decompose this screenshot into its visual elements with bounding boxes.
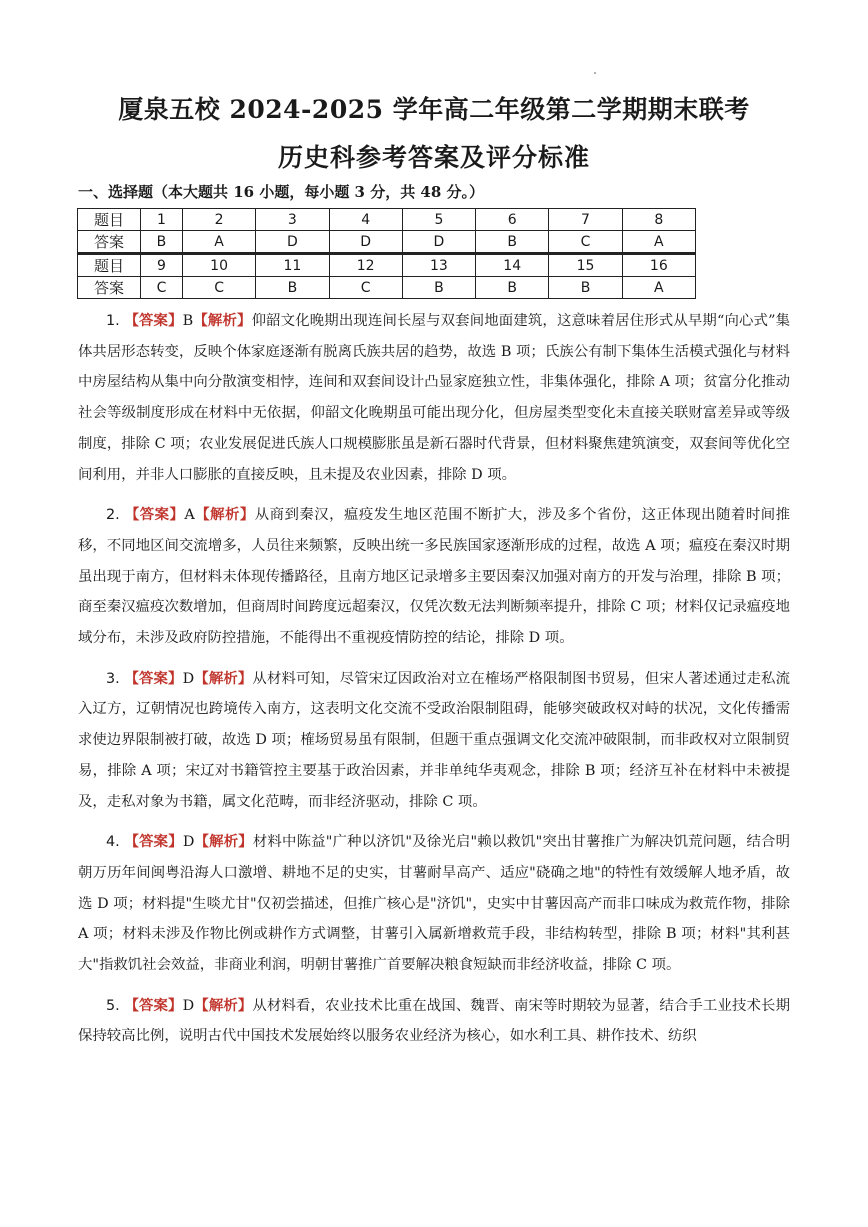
- answer-letter: D: [182, 834, 195, 851]
- table-cell: 12: [329, 254, 402, 277]
- answer-letter: A: [184, 507, 195, 524]
- table-cell: C: [549, 231, 622, 254]
- table-cell: 13: [402, 254, 475, 277]
- explanation-text: 材料中陈益"广种以济饥"及徐光启"赖以救饥"突出甘薯推广为解决饥荒问题，结合明朝万历年间闽粤沿海人口激增、耕地不足的史实，甘薯耐旱高产、适应"硗确之地"的特性有效缓解人地矛盾，故选 D 项；材料提"生啖尤甘"仅初尝描述，但推广核心是"济饥"，史实中甘薯因高产而非口味成为救荒作物，排除 A 项；材料未涉及作物比例或耕作方式调整，甘薯引入属新增救荒手段，非结构转型，排除 B 项；材料"其利甚大"指救饥社会效益，非商业利润，明朝甘薯推广首要解决粮食短缺而非经济收益，排除 C 项。: [78, 834, 790, 974]
- table-row-answers-1: [78, 231, 696, 254]
- answer-letter: D: [182, 997, 195, 1014]
- explanations: [78, 306, 790, 1062]
- table-cell: D: [256, 231, 329, 254]
- analysis-tag: 【解析】: [194, 506, 255, 524]
- table-row-question-numbers-2: [78, 254, 696, 277]
- table-cell: A: [182, 231, 255, 254]
- table-cell: B: [402, 277, 475, 299]
- table-cell: 6: [476, 209, 549, 231]
- answer-tag: 【答案】: [124, 312, 183, 329]
- table-cell: B: [476, 231, 549, 254]
- table-cell: D: [402, 231, 475, 254]
- answer-table: [77, 208, 696, 299]
- table-cell: B: [476, 277, 549, 299]
- table-cell: B: [256, 277, 329, 299]
- answer-letter: D: [182, 670, 195, 687]
- explanation-text: 从材料看，农业技术比重在战国、魏晋、南宋等时期较为显著，结合手工业技术长期保持较高比例，说明古代中国技术发展始终以服务农业经济为核心，如水利工具、耕作技术、纺织: [78, 997, 790, 1045]
- table-cell: 7: [549, 209, 622, 231]
- table-cell: 8: [622, 209, 695, 231]
- document-subtitle: 历史科参考答案及评分标准: [277, 143, 590, 172]
- analysis-tag: 【解析】: [194, 833, 253, 851]
- answer-tag: 【答案】: [124, 996, 183, 1014]
- question-explanation-5: [78, 991, 790, 1052]
- table-cell: 11: [256, 254, 329, 277]
- question-explanation-2: [78, 500, 790, 654]
- table-cell: C: [182, 277, 255, 299]
- row-label-answer: 答案: [78, 231, 141, 254]
- table-cell: C: [141, 277, 183, 299]
- explanation-text: 从材料可知，尽管宋辽因政治对立在榷场严格限制图书贸易，但宋人著述通过走私流入辽方，辽朝情况也跨境传入南方，这表明文化交流不受政治限制阻碍，能够突破政权对峙的状况，文化传播需求使边界限制被打破，故选 D 项；榷场贸易虽有限制，但题干重点强调文化交流冲破限制，而非政权对立限制贸易，排除 A 项；宋辽对书籍管控主要基于政治因素，并非单纯华夷观念，排除 B 项；经济互补在材料中未被提及，走私对象为书籍，属文化范畴，而非经济驱动，排除 C 项。: [78, 670, 790, 810]
- row-label-answer: 答案: [78, 277, 141, 299]
- question-explanation-1: [78, 306, 790, 490]
- table-cell: 3: [256, 209, 329, 231]
- table-cell: A: [622, 231, 695, 254]
- answer-tag: 【答案】: [124, 833, 183, 851]
- table-cell: D: [329, 231, 402, 254]
- question-number: 4.: [106, 834, 120, 851]
- answer-tag: 【答案】: [124, 506, 185, 524]
- table-cell: A: [622, 277, 695, 299]
- scan-speck: [594, 72, 596, 74]
- question-number: 1.: [106, 313, 120, 329]
- table-cell: C: [329, 277, 402, 299]
- table-row-answers-2: [78, 277, 696, 299]
- document-title: 厦泉五校 2024-2025 学年高二年级第二学期期末联考: [118, 95, 750, 124]
- section-heading-choice: 一、选择题（本大题共 16 小题，每小题 3 分，共 48 分。）: [78, 183, 485, 201]
- answer-letter: B: [182, 313, 194, 329]
- table-cell: B: [141, 231, 183, 254]
- table-cell: 15: [549, 254, 622, 277]
- table-row-question-numbers-1: [78, 209, 696, 231]
- table-cell: 2: [182, 209, 255, 231]
- analysis-tag: 【解析】: [194, 996, 253, 1014]
- question-explanation-4: [78, 827, 790, 981]
- table-cell: 4: [329, 209, 402, 231]
- explanation-text: 从商到秦汉，瘟疫发生地区范围不断扩大，涉及多个省份，这正体现出随着时间推移，不同地区间交流增多，人员往来频繁，反映出统一多民族国家逐渐形成的过程，故选 A 项；瘟疫在秦汉时期虽出现于南方，但材料未体现传播路径，且南方地区记录增多主要因秦汉加强对南方的开发与治理，排除 B 项；商至秦汉瘟疫次数增加，但商周时间跨度远超秦汉，仅凭次数无法判断频率提升，排除 C 项；材料仅记录瘟疫地域分布，未涉及政府防控措施，不能得出不重视疫情防控的结论，排除 D 项。: [78, 507, 790, 647]
- question-number: 3.: [106, 670, 120, 687]
- question-number: 5.: [106, 997, 120, 1014]
- table-cell: 1: [141, 209, 183, 231]
- row-label-question: 题目: [78, 209, 141, 231]
- table-cell: 10: [182, 254, 255, 277]
- table-cell: 5: [402, 209, 475, 231]
- explanation-text: 仰韶文化晚期出现连间长屋与双套间地面建筑，这意味着居住形式从早期“向心式”集体共居形态转变，反映个体家庭逐渐有脱离氏族共居的趋势，故选 B 项；氏族公有制下集体生活模式强化与材料中房屋结构从集中向分散演变相悖，连间和双套间设计凸显家庭独立性，非集体强化，排除 A 项；贫富分化推动社会等级制度形成在材料中无依据，仰韶文化晚期虽可能出现分化，但房屋类型变化未直接关联财富差异或等级制度，排除 C 项；农业发展促进氏族人口规模膨胀虽是新石器时代背景，但材料聚焦建筑演变，双套间等优化空间利用，并非人口膨胀的直接反映，且未提及农业因素，排除 D 项。: [78, 313, 790, 483]
- table-cell: 14: [476, 254, 549, 277]
- question-number: 2.: [106, 507, 120, 524]
- row-label-question: 题目: [78, 254, 141, 277]
- question-explanation-3: [78, 664, 790, 818]
- table-cell: B: [549, 277, 622, 299]
- answer-tag: 【答案】: [124, 669, 183, 687]
- table-cell: 9: [141, 254, 183, 277]
- analysis-tag: 【解析】: [194, 669, 253, 687]
- analysis-tag: 【解析】: [193, 312, 252, 329]
- table-cell: 16: [622, 254, 695, 277]
